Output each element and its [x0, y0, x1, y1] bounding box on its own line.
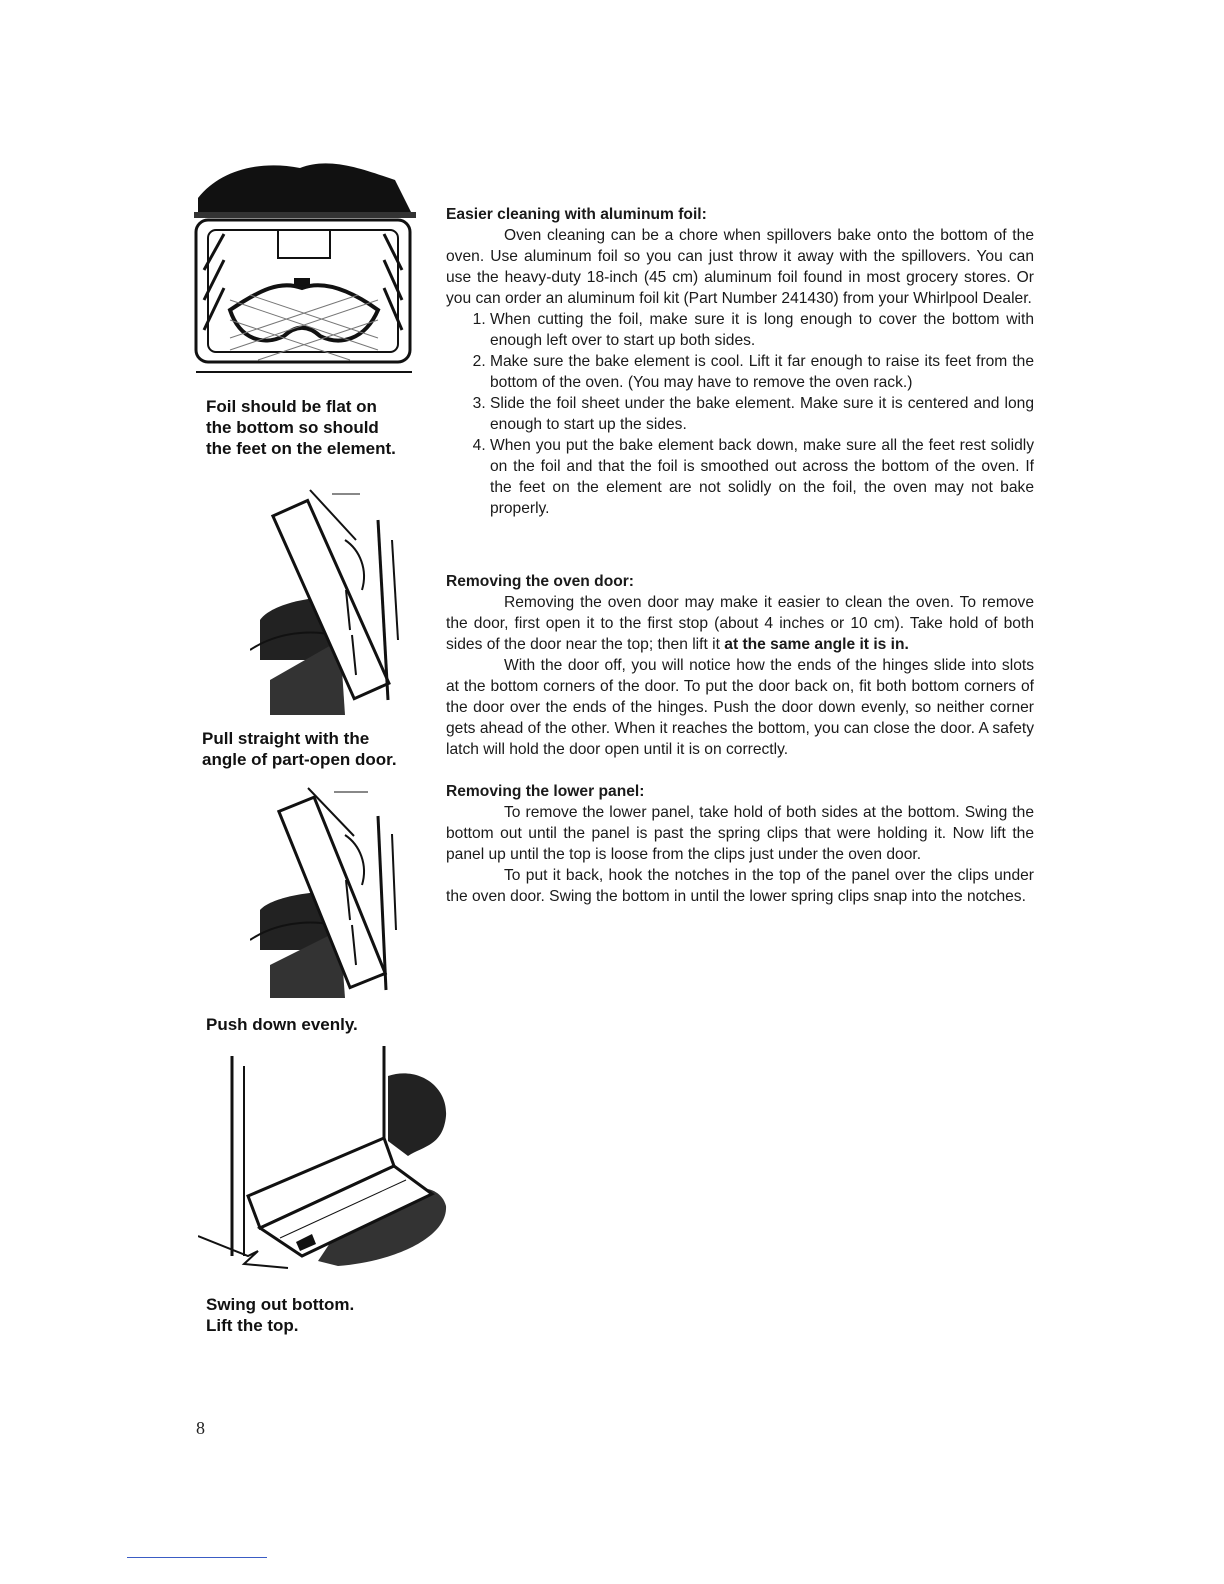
list-item: 4. When you put the bake element back down, make sure all the feet rest solidly on the foil and that the foil is smoothed out across the bottom of the oven. If the feet on the element are not solidly on the foil, the oven may not bake properly.	[490, 435, 1034, 519]
panel-section-title: Removing the lower panel:	[446, 783, 645, 800]
swing-caption: Swing out bottom. Lift the top.	[206, 1295, 355, 1335]
foil-intro: Oven cleaning can be a chore when spillovers bake onto the bottom of the oven. Use aluminum foil so you can just throw it away with the spillovers. You can use the heavy-duty 18-inch (45 cm) aluminum foil found in most grocery stores. Or you can order an aluminum foil kit (Part Number 241430) from your Whirlpool Dealer.	[446, 227, 1034, 307]
list-item: 3. Slide the foil sheet under the bake element. Make sure it is centered and long enough to start up the sides.	[490, 393, 1034, 435]
pull-caption: Pull straight with the angle of part-open door.	[202, 729, 397, 769]
instructions-column	[446, 204, 1034, 907]
list-item: 1. When cutting the foil, make sure it is long enough to cover the bottom with enough left over to start up both sides.	[490, 309, 1034, 351]
door-paragraph-2: With the door off, you will notice how the ends of the hinges slide into slots at the bottom corners of the door. To put the door back on, fit both bottom corners of the door over the ends of the hinges. Push the door down evenly, so neither corner gets ahead of the other. When it reaches the bottom, you can close the door. A safety latch will hold the door open until it is on correctly.	[446, 657, 1034, 758]
foil-caption: Foil should be flat on the bottom so should the feet on the element.	[206, 397, 396, 458]
door-push-illustration	[250, 780, 410, 1002]
bottom-rule	[127, 1557, 267, 1558]
panel-paragraph-2: To put it back, hook the notches in the top of the panel over the clips under the oven door. Swing the bottom in until the lower spring clips snap into the notches.	[446, 867, 1034, 905]
door-section-title: Removing the oven door:	[446, 573, 635, 590]
oven-foil-illustration	[190, 150, 418, 378]
lower-panel-illustration	[198, 1046, 448, 1276]
list-item: 2. Make sure the bake element is cool. Lift it far enough to raise its feet from the bottom of the oven. (You may have to remove the oven rack.)	[490, 351, 1034, 393]
foil-steps-list	[446, 309, 1034, 519]
page-number: 8	[196, 1418, 205, 1438]
door-paragraph-1	[446, 592, 1034, 655]
panel-paragraph-1: To remove the lower panel, take hold of both sides at the bottom. Swing the bottom out until the panel is past the spring clips that were holding it. Now lift the panel up until the top is loose from the clips just under the oven door.	[446, 804, 1034, 863]
foil-section-title: Easier cleaning with aluminum foil:	[446, 206, 707, 223]
door-paragraph-1-bold: at the same angle it is in.	[724, 636, 909, 653]
door-paragraph-1-text: Removing the oven door may make it easier to clean the oven. To remove the door, first open it to the first stop (about 4 inches or 10 cm). Take hold of both sides of the door near the top; then lift it	[446, 594, 1034, 653]
door-pull-illustration	[250, 480, 410, 720]
push-caption: Push down evenly.	[206, 1015, 358, 1034]
